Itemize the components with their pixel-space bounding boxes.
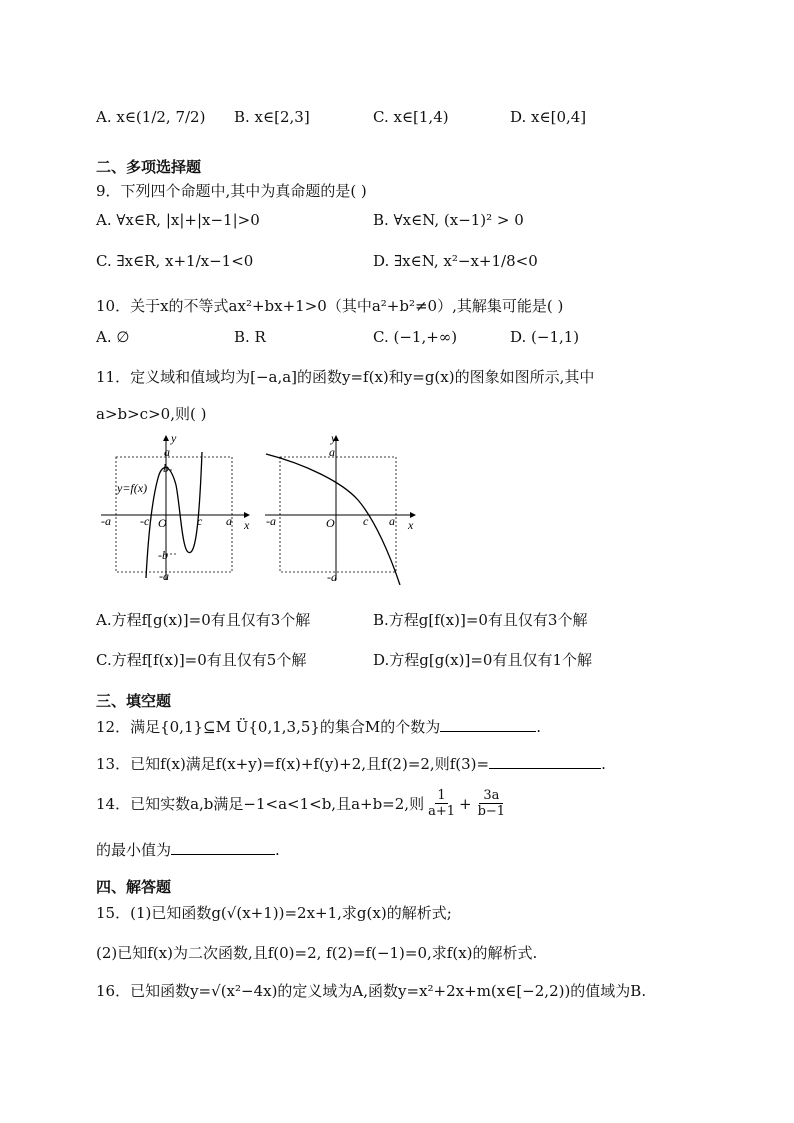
graph-g-x-label: x xyxy=(408,518,414,532)
graph-f-neg-b: -b xyxy=(158,548,168,562)
graph-g-neg-a-x: -a xyxy=(266,514,276,528)
section-heading-fill: 三、填空题 xyxy=(96,692,172,710)
section-heading-multi: 二、多项选择题 xyxy=(96,158,202,176)
q14-frac1-num: 1 xyxy=(437,788,446,803)
graph-f-a-top: a xyxy=(164,445,170,459)
q14-end: . xyxy=(275,841,280,859)
q14 xyxy=(96,788,511,819)
graph-f xyxy=(96,430,256,585)
q11-option-a: A.方程f[g(x)]=0有且仅有3个解 xyxy=(96,611,311,629)
q15-part2: (2)已知f(x)为二次函数,且f(0)=2, f(2)=f(−1)=0,求f(x)的解析式. xyxy=(96,944,538,962)
q13 xyxy=(96,753,606,774)
q14-line2-text: 的最小值为 xyxy=(96,841,172,859)
section-heading-solve: 四、解答题 xyxy=(96,878,172,896)
graph-f-neg-a-y: -a xyxy=(159,569,169,583)
q10-option-d: D. (−1,1) xyxy=(510,328,580,346)
q14-text: 14．已知实数a,b满足−1<a<1<b,且a+b=2,则 xyxy=(96,795,425,813)
q8-option-d: D. x∈[0,4] xyxy=(510,108,587,126)
graph-f-origin: O xyxy=(158,516,167,530)
q11-option-b: B.方程g[f(x)]=0有且仅有3个解 xyxy=(373,611,588,629)
graph-g-c-x: c xyxy=(363,514,369,528)
graph-g-y-label: y xyxy=(331,431,337,445)
q10-option-a: A. ∅ xyxy=(96,328,130,346)
q8-option-b: B. x∈[2,3] xyxy=(234,108,310,126)
q8-option-c: C. x∈[1,4) xyxy=(373,108,449,126)
q15-part1: 15．(1)已知函数g(√(x+1))=2x+1,求g(x)的解析式; xyxy=(96,904,452,922)
q14-plus: + xyxy=(459,794,472,813)
graph-f-y-label: y xyxy=(171,431,177,445)
graph-g-a-top: a xyxy=(329,445,335,459)
q12-end: . xyxy=(536,718,542,736)
q12 xyxy=(96,716,541,737)
q14-answer-blank xyxy=(171,853,275,855)
q9-option-d: D. ∃x∈N, x²−x+1/8<0 xyxy=(373,252,538,270)
q9-option-c: C. ∃x∈R, x+1/x−1<0 xyxy=(96,252,254,270)
q14-line2 xyxy=(96,839,280,860)
graph-f-neg-a-x: -a xyxy=(101,514,111,528)
q14-frac1-den: a+1 xyxy=(428,804,455,819)
graph-f-a-x: a xyxy=(226,514,232,528)
graph-g-origin: O xyxy=(326,516,335,530)
graph-g-a-x: a xyxy=(389,514,395,528)
q11-stem-line2: a>b>c>0,则( ) xyxy=(96,405,207,423)
q14-frac2-den: b−1 xyxy=(477,804,506,819)
graph-g xyxy=(260,430,420,585)
q9-stem: 9．下列四个命题中,其中为真命题的是( ) xyxy=(96,182,367,200)
q14-frac1 xyxy=(426,788,457,819)
graph-f-x-label: x xyxy=(244,518,250,532)
q11-stem-line1: 11．定义域和值域均为[−a,a]的函数y=f(x)和y=g(x)的图象如图所示,其中 xyxy=(96,368,595,386)
q9-option-a: A. ∀x∈R, |x|+|x−1|>0 xyxy=(96,211,260,229)
graph-f-b-top: b xyxy=(163,461,169,475)
q13-end: . xyxy=(601,755,606,773)
q11-option-c: C.方程f[f(x)]=0有且仅有5个解 xyxy=(96,651,307,669)
graph-f-curve-label: y=f(x) xyxy=(117,481,148,495)
q10-option-b: B. R xyxy=(234,328,266,346)
q11-option-d: D.方程g[g(x)]=0有且仅有1个解 xyxy=(373,651,592,669)
q12-answer-blank xyxy=(440,730,536,732)
q9-option-b: B. ∀x∈N, (x−1)² > 0 xyxy=(373,211,524,229)
graph-f-c-x: c xyxy=(197,514,203,528)
q10-stem: 10．关于x的不等式ax²+bx+1>0（其中a²+b²≠0）,其解集可能是( ) xyxy=(96,297,564,315)
q10-option-c: C. (−1,+∞) xyxy=(373,328,458,346)
graph-f-neg-c-x: -c xyxy=(140,514,150,528)
graph-g-neg-a-y: -a xyxy=(327,570,337,584)
q14-frac2-num: 3a xyxy=(479,788,503,804)
q13-text: 13．已知f(x)满足f(x+y)=f(x)+f(y)+2,且f(2)=2,则f(3)= xyxy=(96,755,490,773)
q8-option-a: A. x∈(1/2, 7/2) xyxy=(96,108,206,126)
q13-answer-blank xyxy=(489,767,601,769)
q16: 16．已知函数y=√(x²−4x)的定义域为A,函数y=x²+2x+m(x∈[−2,2))的值域为B. xyxy=(96,982,647,1000)
q12-text: 12．满足{0,1}⊆M Ü{0,1,3,5}的集合M的个数为 xyxy=(96,718,441,736)
q14-frac2 xyxy=(474,788,510,819)
